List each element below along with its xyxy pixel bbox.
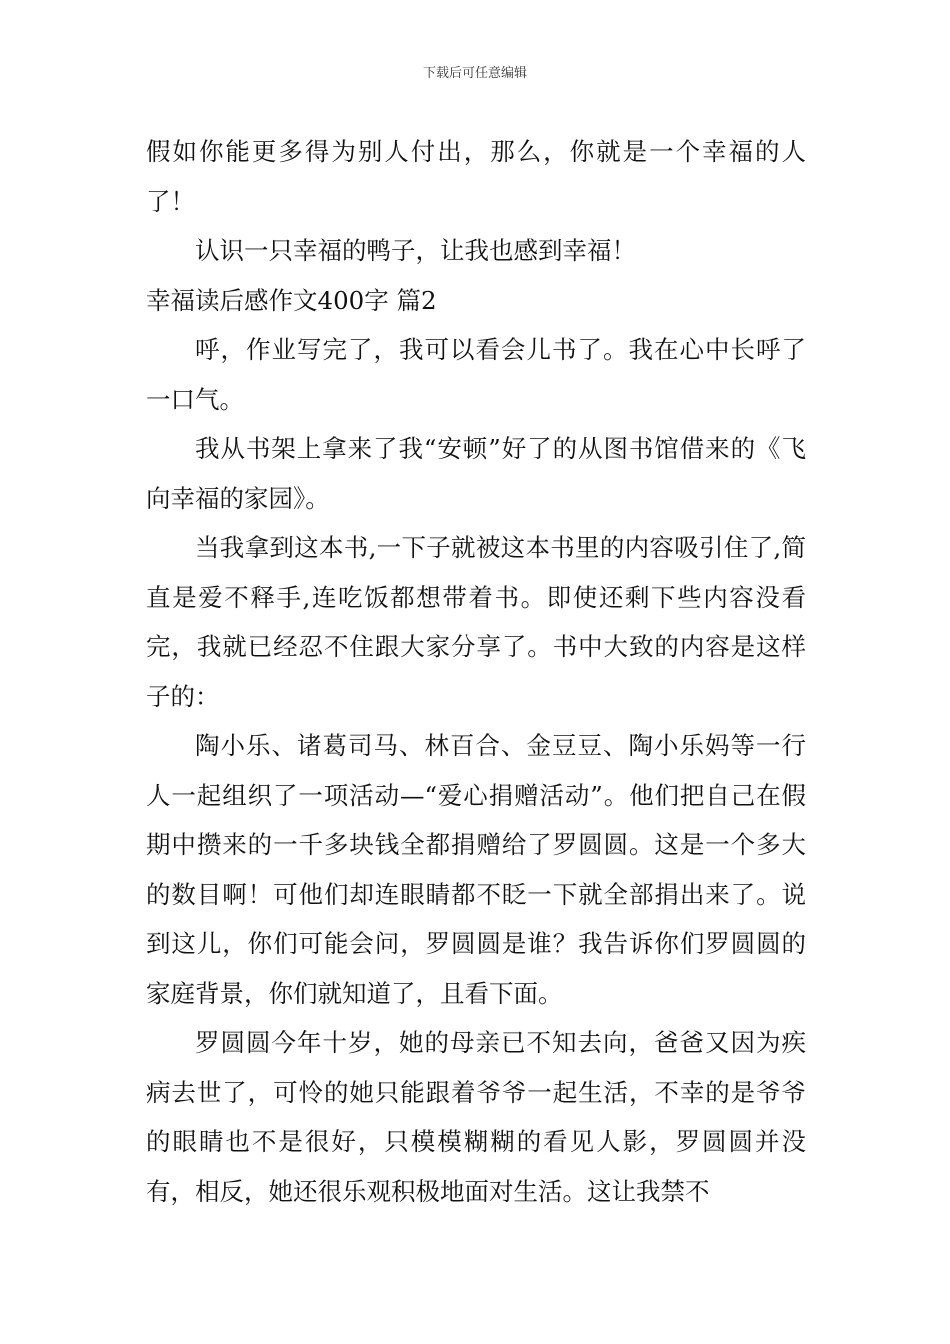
paragraph-3: 呼，作业写完了，我可以看会儿书了。我在心中长呼了一口气。 <box>146 335 806 414</box>
page-header-note: 下载后可任意编辑 <box>422 66 527 81</box>
paragraph-5: 当我拿到这本书,一下子就被这本书里的内容吸引住了,简直是爱不释手,连吃饭都想带着书。即使还剩下些内容没看完，我就已经忍不住跟大家分享了。书中大致的内容是这样子的： <box>146 533 806 711</box>
paragraph-1: 假如你能更多得为别人付出，那么，你就是一个幸福的人了！ <box>146 137 806 216</box>
paragraph-6: 陶小乐、诸葛司马、林百合、金豆豆、陶小乐妈等一行人一起组织了一项活动—“爱心捐赠活动”。他们把自己在假期中攒来的一千多块钱全都捐赠给了罗圆圆。这是一个多大的数目啊！可他们却连眼睛都不眨一下就全部捐出来了。说到这儿，你们可能会问，罗圆圆是谁？我告诉你们罗圆圆的家庭背景，你们就知道了，且看下面。 <box>146 731 806 1008</box>
document-body <box>146 127 806 1216</box>
paragraph-7: 罗圆圆今年十岁，她的母亲已不知去向，爸爸又因为疾病去世了，可怜的她只能跟着爷爷一起生活，不幸的是爷爷的眼睛也不是很好，只模模糊糊的看见人影，罗圆圆并没有，相反，她还很乐观积极地面对生活。这让我禁不 <box>146 1028 806 1206</box>
section-heading: 幸福读后感作文400字 篇2 <box>146 285 437 315</box>
paragraph-4: 我从书架上拿来了我“安顿”好了的从图书馆借来的《飞向幸福的家园》。 <box>146 434 806 513</box>
paragraph-2: 认识一只幸福的鸭子，让我也感到幸福！ <box>195 236 636 265</box>
